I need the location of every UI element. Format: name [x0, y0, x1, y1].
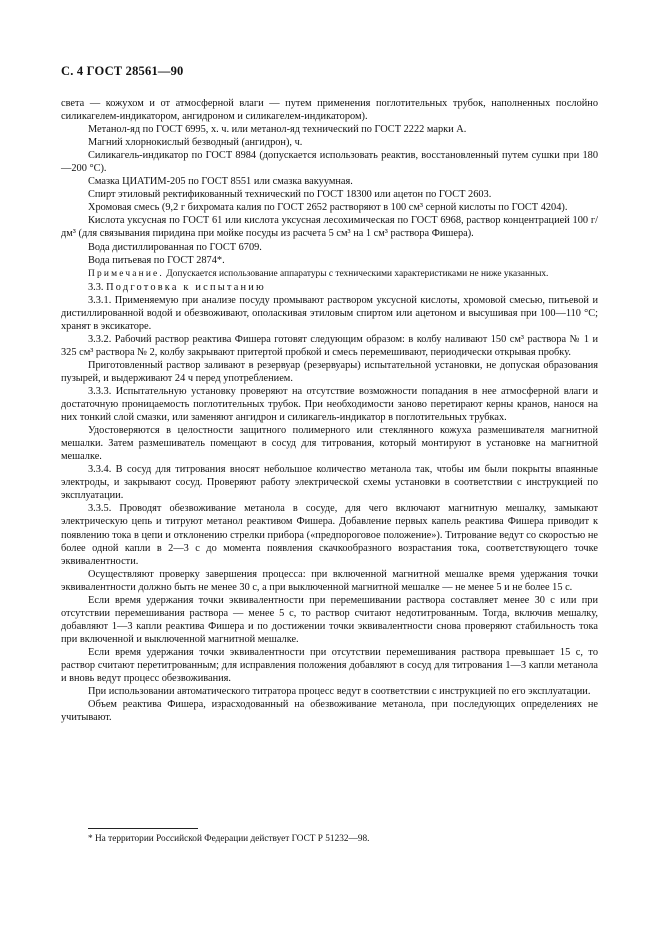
paragraph: 3.3.1. Применяемую при анализе посуду промывают раствором уксусной кислоты, хромовой смесью, питьевой и дистиллированной водой и обезвоживают, ополаскивая этиловым спиртом или ацетоном и высушивая при 100—110 °С; хранят в эксикаторе.	[61, 294, 598, 332]
section-heading	[61, 281, 598, 294]
paragraph: Вода дистиллированная по ГОСТ 6709.	[88, 241, 262, 253]
paragraph: Хромовая смесь (9,2 г бихромата калия по ГОСТ 2652 растворяют в 100 см³ серной кислоты по ГОСТ 4204).	[88, 202, 568, 214]
paragraph: 3.3.4. В сосуд для титрования вносят небольшое количество метанола так, чтобы им были покрыты впаянные электроды, и закрывают сосуд. Проверяют работу электрической схемы установки в соответствии с инструкцией по эксплуатации.	[61, 464, 598, 502]
document-body	[61, 97, 598, 724]
paragraph: 3.3.3. Испытательную установку проверяют на отсутствие возможности попадания в нее атмосферной влаги и достаточную проницаемость поглотительных трубок. При необходимости заново перетирают керны кранов, нанося на них тонкий слой смазки, или заменяют ангидрон и силикагель-индикатор в поглотительных трубках.	[61, 385, 598, 424]
paragraph: 3.3.5. Проводят обезвоживание метанола в сосуде, для чего включают магнитную мешалку, замыкают электрическую цепь и титруют метанол реактивом Фишера. Добавление первых капель реактива Фишера приводит к появлению тока в цепи и отклонению стрелки прибора («предпороговое положение»). Титрование ведут со скоростью не более одной капли в 2—3 с до момента появления скачкообразного возрастания тока, соответствующего точке эквивалентности.	[61, 503, 598, 567]
paragraph: 3.3.2. Рабочий раствор реактива Фишера готовят следующим образом: в колбу наливают 150 см³ раствора № 1 и 325 см³ раствора № 2, колбу закрывают притертой пробкой и смесь перемешивают, периодически открывая пробку.	[61, 333, 598, 358]
paragraph: Объем реактива Фишера, израсходованный на обезвоживание метанола, при последующих определениях не учитывают.	[61, 699, 598, 724]
note	[61, 268, 598, 280]
paragraph: Удостоверяются в целостности защитного полимерного или стеклянного кожуха размешивателя магнитной мешалки. Затем размешиватель помещают в сосуд для титрования, который монтируют в установке на магнитной мешалке.	[61, 425, 598, 463]
paragraph: Магний хлорнокислый безводный (ангидрон), ч.	[88, 137, 303, 149]
paragraph: Вода питьевая по ГОСТ 2874*.	[88, 254, 225, 266]
paragraph: Смазка ЦИАТИМ-205 по ГОСТ 8551 или смазка вакуумная.	[88, 176, 353, 188]
paragraph: Приготовленный раствор заливают в резервуар (резервуары) испытательной установки, не допуская образования пузырей, и выдерживают 24 ч перед употреблением.	[61, 359, 598, 384]
document-page	[61, 64, 598, 724]
paragraph: Метанол-яд по ГОСТ 6995, х. ч. или метанол-яд технический по ГОСТ 2222 марки А.	[88, 124, 467, 136]
note-label: Примечание.	[88, 268, 164, 279]
paragraph: Если время удержания точки эквивалентности при отсутствии перемешивания раствора превышает 15 с, то раствор считают перетитрованным; для исправления положения добавляют в сосуд для титрования 1—3 капли метанола и вновь ведут процесс обезвоживания.	[61, 646, 598, 685]
paragraph: Если время удержания точки эквивалентности при перемешивании раствора составляет менее 30 с или при отсутствии перемешивания раствора — менее 5 с, то раствор считают недотитрованным. Тогда, включив мешалку, добавляют 1—3 капли реактива Фишера и по достижении точки эквивалентности снова проверяют стабильность тока при включенной и выключенной магнитной мешалке.	[61, 594, 598, 645]
note-text: Допускается использование аппаратуры с техническими характеристиками не ниже указанных.	[163, 268, 549, 279]
page-header: С. 4 ГОСТ 28561—90	[61, 64, 184, 78]
paragraph: Кислота уксусная по ГОСТ 61 или кислота уксусная лесохимическая по ГОСТ 6968, раствор концентрацией 100 г/дм³ (для связывания пиридина при мойке посуды из расчета 5 см³ на 1 см³ раствора Фишера).	[61, 215, 598, 240]
paragraph: При использовании автоматического титратора процесс ведут в соответствии с инструкцией по его эксплуатации.	[88, 686, 591, 698]
paragraph: Спирт этиловый ректификованный технический по ГОСТ 18300 или ацетон по ГОСТ 2603.	[88, 189, 492, 201]
footnote-separator	[88, 828, 198, 829]
paragraph: света — кожухом и от атмосферной влаги — путем применения поглотительных трубок, наполненных послойно силикагелем-индикатором, ангидроном и силикагелем-индикатором).	[61, 98, 598, 123]
section-title: Подготовка к испытанию	[106, 281, 266, 293]
section-number: 3.3.	[88, 281, 104, 293]
footnote: * На территории Российской Федерации действует ГОСТ Р 51232—98.	[88, 834, 370, 844]
paragraph: Силикагель-индикатор по ГОСТ 8984 (допускается использовать реактив, восстановленный путем сушки при 180—200 °С).	[61, 150, 598, 175]
paragraph: Осуществляют проверку завершения процесса: при включенной магнитной мешалке время удержания точки эквивалентности должно быть не менее 30 с, а при выключенной магнитной мешалке — не менее 5 и не более 15 с.	[61, 568, 598, 593]
